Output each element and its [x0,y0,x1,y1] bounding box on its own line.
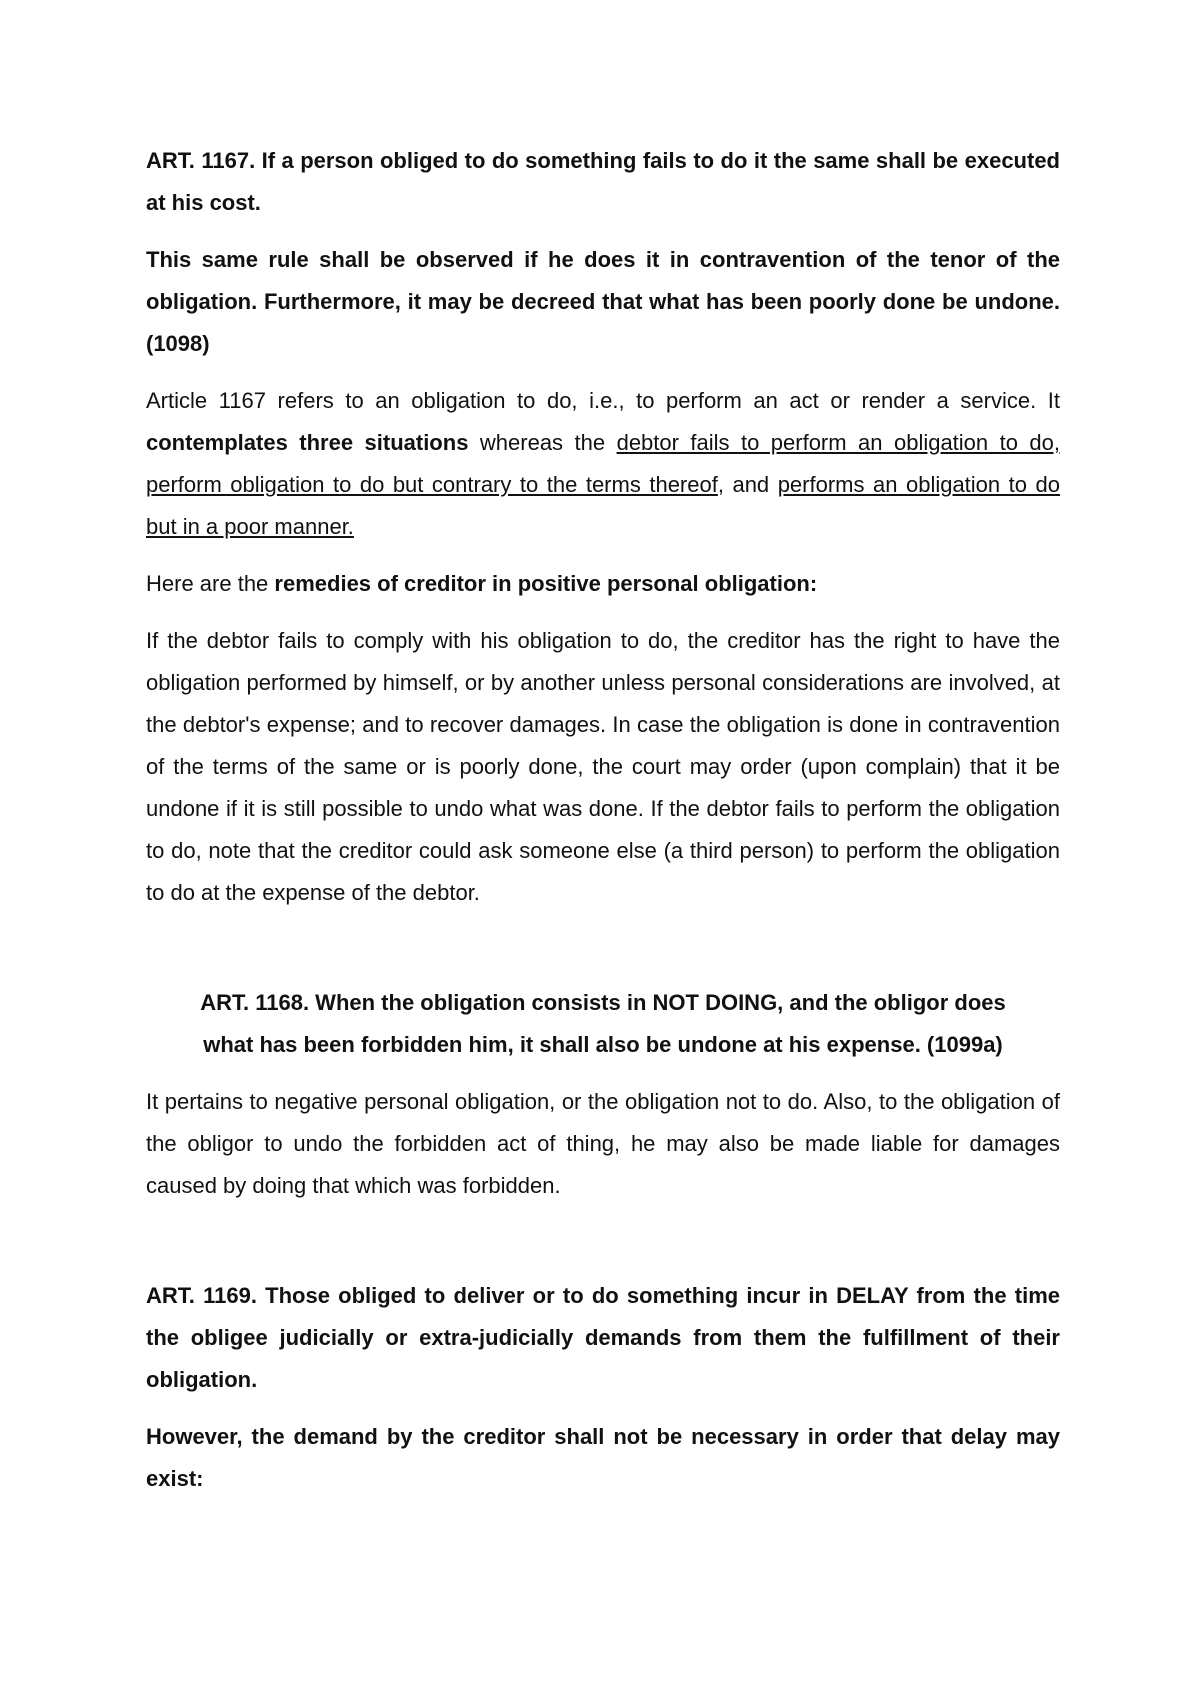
art-1168-heading-line-2: what has been forbidden him, it shall also be undone at his expense. (1099a) [203,1032,1003,1057]
art-1169-paragraph-2: However, the demand by the creditor shall not be necessary in order that delay may exist: [146,1424,1060,1491]
commentary-mid: whereas the [479,430,606,455]
art-1168-heading-line-1: ART. 1168. When the obligation consists in NOT DOING, and the obligor does [200,990,1006,1015]
commentary-and: , and [717,472,770,497]
remedies-bold: remedies of creditor in positive personal obligation: [274,571,818,596]
remedies-text: If the debtor fails to comply with his obligation to do, the creditor has the right to have the obligation performed by himself, or by another unless personal considerations are involved, at the debtor's expense; and to recover damages. In case the obligation is done in contravention of the terms of the same or is poorly done, the court may order (upon complain) that it be undone if it is still possible to undo what was done. If the debtor fails to perform the obligation to do, note that the creditor could ask someone else (a third person) to perform the obligation to do at the expense of the debtor. [146,628,1060,905]
art-1168-text: It pertains to negative personal obligation, or the obligation not to do. Also, to the obligation of the obligor to undo the forbidden act of thing, he may also be made liable for damages caused by doing that which was forbidden. [146,1089,1060,1198]
art-1169-heading: ART. 1169. Those obliged to deliver or to do something incur in DELAY from the time the obligee judicially or extra-judicially demands from them the fulfillment of their obligation. [146,1283,1060,1392]
remedies-intro [146,563,1060,605]
art-1167-heading: ART. 1167. If a person obliged to do something fails to do it the same shall be executed at his cost. [146,148,1060,215]
commentary-lead: Article 1167 refers to an obligation to do, i.e., to perform an act or render a service. It [146,388,1060,413]
commentary-bold: contemplates three situations [146,430,469,455]
remedies-lead: Here are the [146,571,269,596]
document-body [146,140,1060,1500]
commentary-underline-2: performs an obligation to do but in a poor manner. [146,472,1060,539]
art-1167-commentary [146,380,1060,548]
art-1168-heading [146,982,1060,1066]
commentary-underline-1: debtor fails to perform an obligation to do, perform obligation to do but contrary to the terms thereof [146,430,1060,497]
art-1167-paragraph-2: This same rule shall be observed if he does it in contravention of the tenor of the obligation. Furthermore, it may be decreed that what has been poorly done be undone. (1098) [146,247,1060,356]
